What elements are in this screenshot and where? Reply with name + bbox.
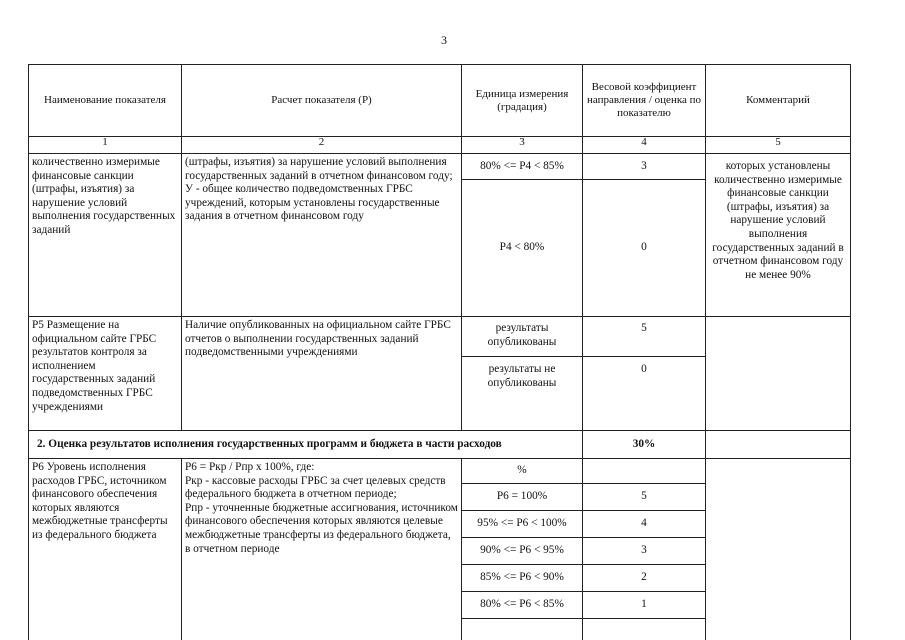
p6-grade-score: 5: [582, 483, 705, 510]
p6-grade-unit-empty: [461, 618, 582, 640]
p6-grade-score: [582, 458, 705, 483]
p4-grade-score: 0: [582, 179, 705, 316]
p6-grade-score-empty: [582, 618, 705, 640]
p4-comment: которых установлены количественно измеримые финансовые санкции (штрафы, изъятия) за нарушение условий выполнения государственных заданий в отчетном финансовом году не менее 90%: [705, 153, 851, 316]
p6-grade-unit: %: [461, 458, 582, 483]
p5-grade-unit: результаты не опубликованы: [461, 356, 582, 430]
header-unit: Единица измерения (градация): [461, 64, 582, 136]
p6-comment: [705, 458, 851, 640]
p4-grade-unit: 80% <= Р4 < 85%: [461, 153, 582, 179]
p6-grade-score: 4: [582, 510, 705, 537]
p4-grade-unit: Р4 < 80%: [461, 179, 582, 316]
p5-grade-score: 0: [582, 356, 705, 430]
p5-comment: [705, 316, 851, 430]
p6-grade-unit: 90% <= Р6 < 95%: [461, 537, 582, 564]
col-number: 3: [461, 136, 582, 153]
header-name: Наименование показателя: [28, 64, 181, 136]
section-2-title: 2. Оценка результатов исполнения государственных программ и бюджета в части расходов: [28, 430, 582, 458]
p6-name: Р6 Уровень исполнения расходов ГРБС, источником финансового обеспечения которых являются межбюджетные трансферты из федерального бюджета: [28, 458, 181, 640]
header-calc: Расчет показателя (Р): [181, 64, 461, 136]
col-number: 1: [28, 136, 181, 153]
section-2-weight: 30%: [582, 430, 705, 458]
p6-grade-score: 1: [582, 591, 705, 618]
header-weight: Весовой коэффициент направления / оценка по показателю: [582, 64, 705, 136]
p6-calc: Р6 = Ркр / Рпр x 100%, где: Ркр - кассовые расходы ГРБС за счет целевых средств федерального бюджета в отчетном периоде; Рпр - уточненные бюджетные ассигнования, источником финансового обеспечения которых являются целевые межбюджетные трансферты из федерального бюджета, в отчетном периоде: [181, 458, 461, 640]
p6-grade-score: 3: [582, 537, 705, 564]
p6-grade-unit: 95% <= Р6 < 100%: [461, 510, 582, 537]
p6-grade-unit: 80% <= Р6 < 85%: [461, 591, 582, 618]
col-number: 5: [705, 136, 851, 153]
p5-name: Р5 Размещение на официальном сайте ГРБС результатов контроля за исполнением государственных заданий подведомственных ГРБС учреждениями: [28, 316, 181, 430]
p6-grade-score: 2: [582, 564, 705, 591]
p4-calc: (штрафы, изъятия) за нарушение условий выполнения государственных заданий в отчетном финансовом году; У - общее количество подведомственных ГРБС учреждений, которым установлены государственные задания в отчетном финансовом году: [181, 153, 461, 316]
p6-grade-unit: Р6 = 100%: [461, 483, 582, 510]
page-number: 3: [441, 33, 447, 47]
p4-name: количественно измеримые финансовые санкции (штрафы, изъятия) за нарушение условий выполнения государственных заданий: [28, 153, 181, 316]
p5-grade-score: 5: [582, 316, 705, 356]
p6-grade-unit: 85% <= Р6 < 90%: [461, 564, 582, 591]
header-comment: Комментарий: [705, 64, 851, 136]
p5-grade-unit: результаты опубликованы: [461, 316, 582, 356]
indicators-table: [28, 64, 851, 640]
col-number: 2: [181, 136, 461, 153]
p4-grade-score: 3: [582, 153, 705, 179]
section-2-comment: [705, 430, 851, 458]
p5-calc: Наличие опубликованных на официальном сайте ГРБС отчетов о выполнении государственных заданий подведомственными учреждениями: [181, 316, 461, 430]
col-number: 4: [582, 136, 705, 153]
